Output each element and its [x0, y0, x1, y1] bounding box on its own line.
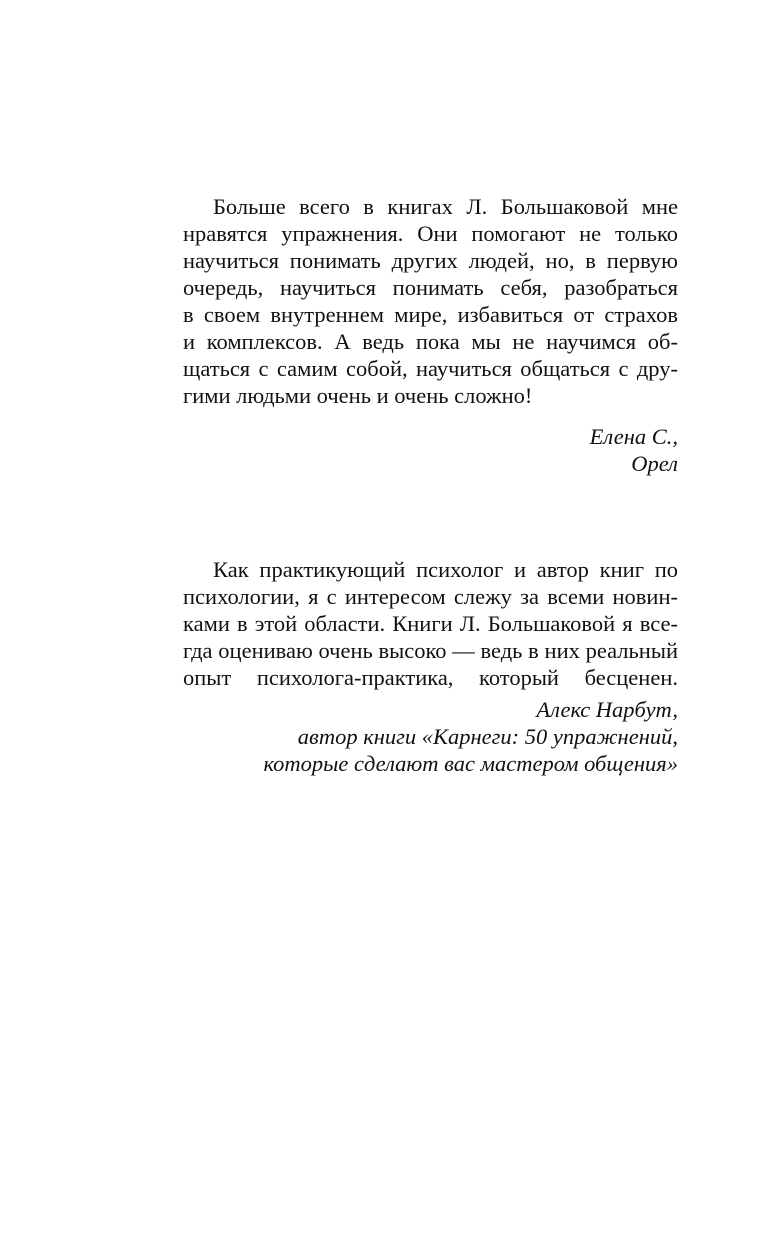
- signature-line: Алекс Нарбут,: [536, 697, 678, 722]
- signature-line: которые сделают вас мастером общения»: [263, 751, 678, 776]
- text-line: ками в этой области. Книги Л. Большаковой я все-: [183, 611, 678, 636]
- text-line: гда оцениваю очень высоко — ведь в них реальный: [183, 638, 678, 663]
- signature-line: Елена С.,: [589, 424, 678, 449]
- review-signature: [183, 696, 678, 777]
- review-1: [183, 193, 678, 477]
- review-signature: [183, 423, 678, 477]
- text-line: Как практикующий психолог и автор книг по: [213, 557, 678, 582]
- text-line: нравятся упражнения. Они помогают не только: [183, 221, 678, 246]
- review-text: [183, 193, 678, 409]
- text-line: гими людьми очень и очень сложно!: [183, 383, 533, 408]
- signature-line: Орел: [631, 451, 678, 476]
- text-line: опыт психолога-практика, который бесценен.: [183, 665, 678, 690]
- text-line: научиться понимать других людей, но, в первую: [183, 248, 678, 273]
- signature-line: автор книги «Карнеги: 50 упражнений,: [297, 724, 678, 749]
- review-2: [183, 556, 678, 777]
- text-line: в своем внутреннем мире, избавиться от страхов: [183, 302, 678, 327]
- text-line: психологии, я с интересом слежу за всеми новин-: [183, 584, 678, 609]
- text-line: щаться с самим собой, научиться общаться с дру-: [183, 356, 678, 381]
- review-text: [183, 556, 678, 691]
- text-line: очередь, научиться понимать себя, разобраться: [183, 275, 678, 300]
- text-line: Больше всего в книгах Л. Большаковой мне: [213, 194, 678, 219]
- text-line: и комплексов. А ведь пока мы не научимся об-: [183, 329, 678, 354]
